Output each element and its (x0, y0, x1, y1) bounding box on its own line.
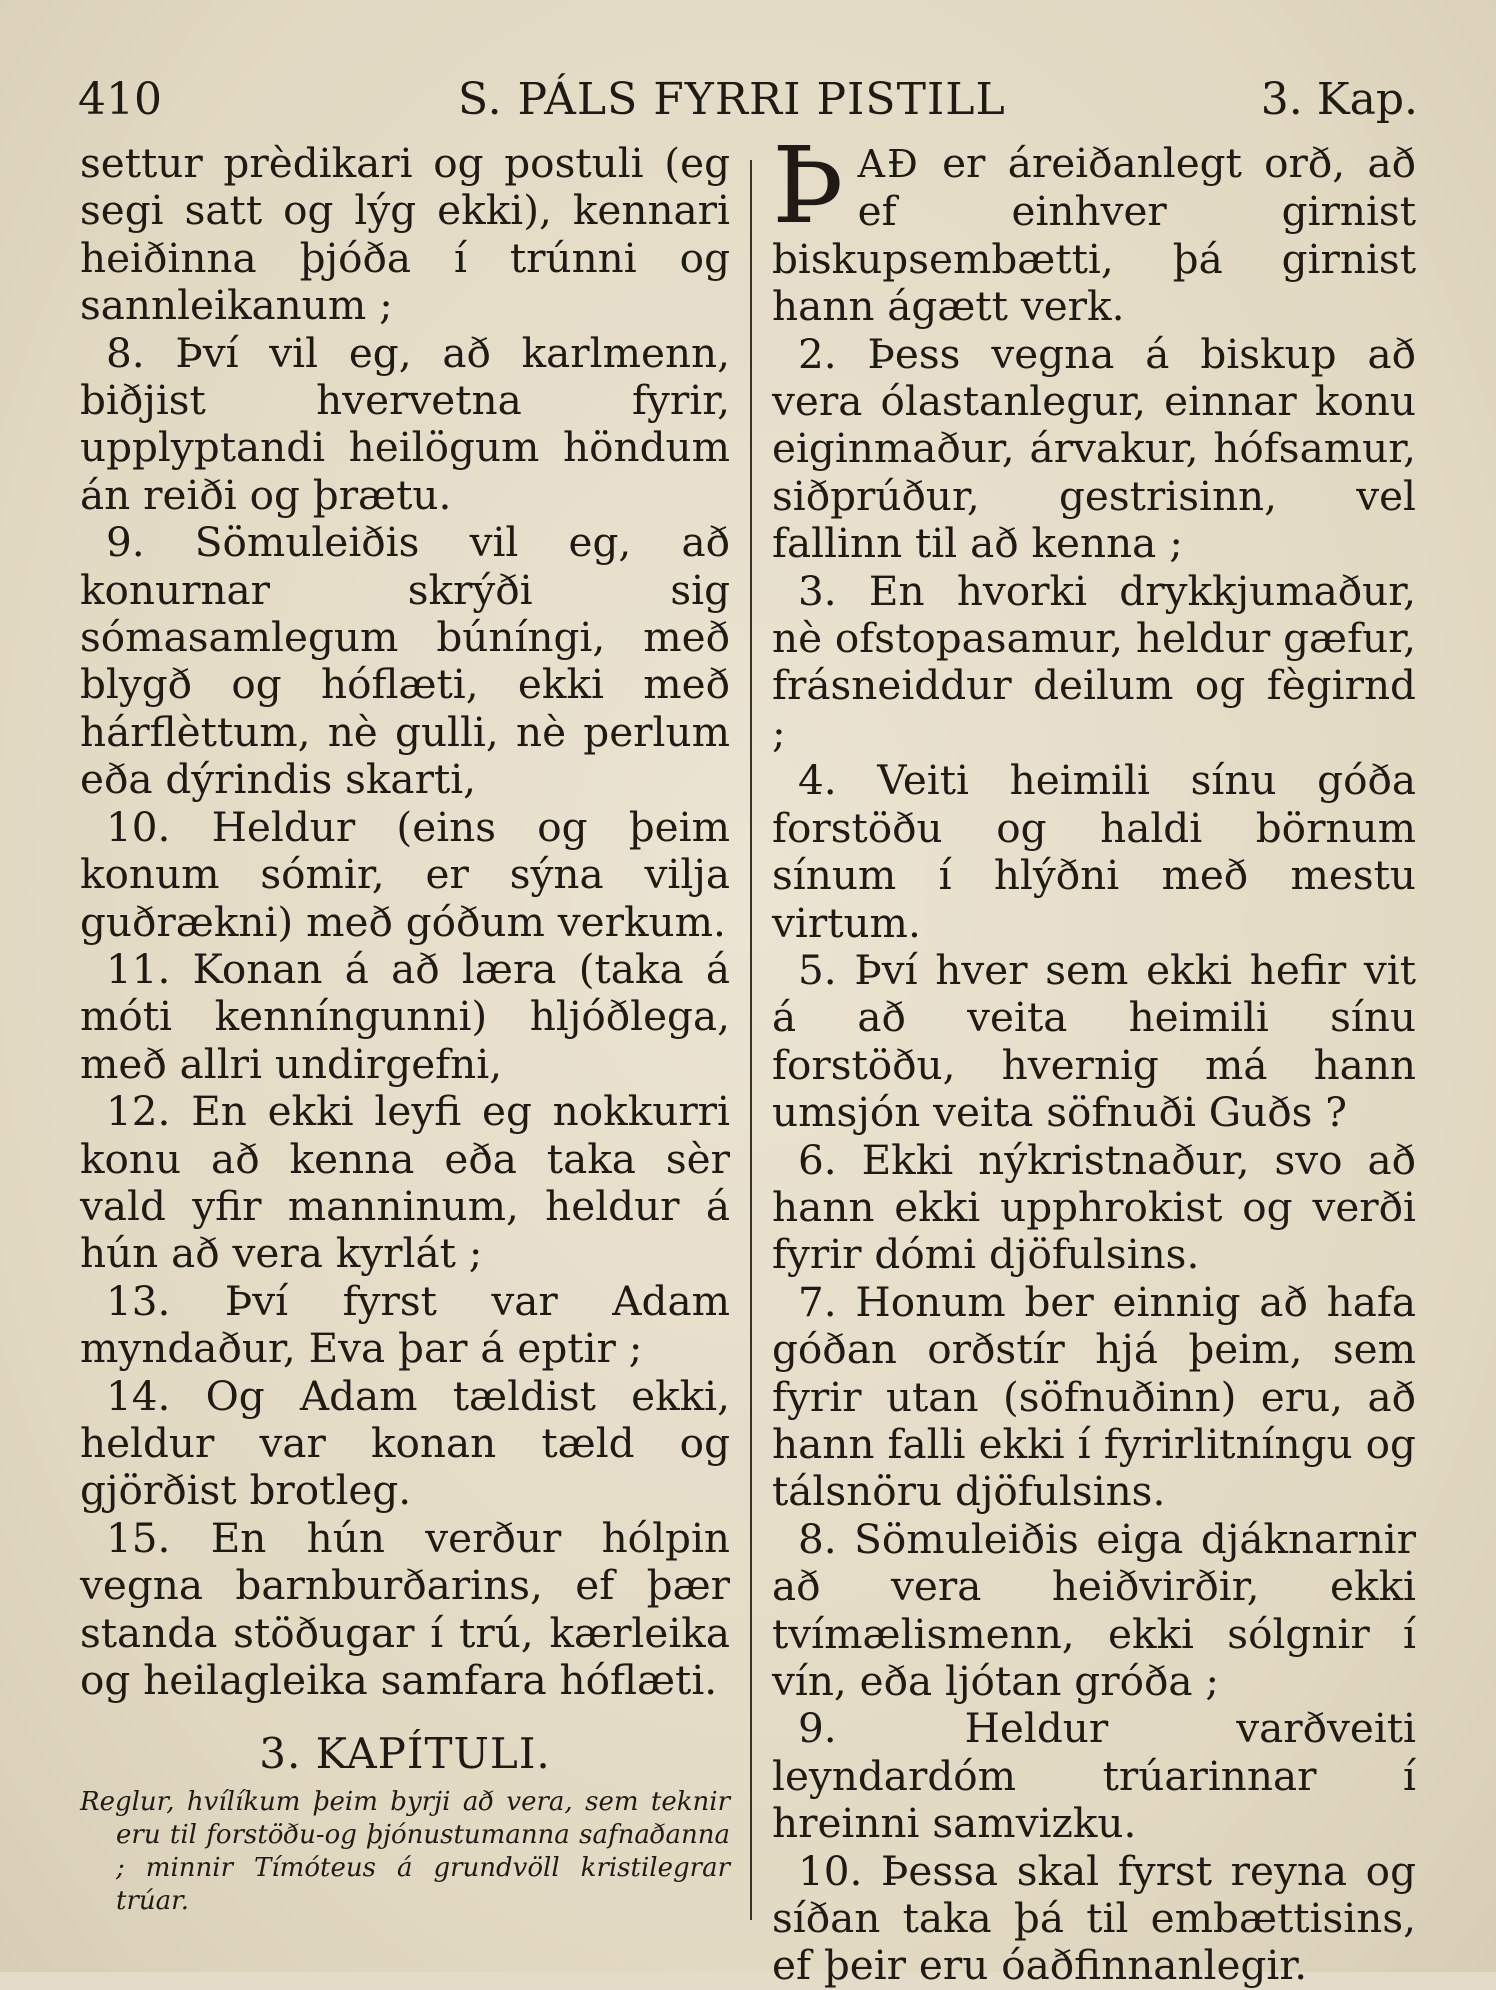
verse-9-right: 9. Heldur varðveiti leyndardóm trúarinnar í hreinni samvizku. (772, 1704, 1416, 1848)
verse-8: 8. Því vil eg, að karlmenn, biðjist hvervetna fyrir, upplyptandi heilögum höndum án reiði og þrætu. (80, 328, 730, 519)
left-column (80, 140, 730, 1918)
running-title: S. PÁLS FYRRI PISTILL (458, 74, 1006, 125)
verse-10: 10. Heldur (eins og þeim konum sómir, er sýna vilja guðrækni) með góðum verkum. (80, 802, 730, 946)
right-column (772, 124, 1416, 1990)
verse-6: 6. Ekki nýkristnaður, svo að hann ekki upphrokist og verði fyrir dómi djöfulsins. (772, 1135, 1416, 1279)
chapter-reference: 3. Kap. (1260, 74, 1418, 125)
verse-11: 11. Konan á að læra (taka á móti kenníngunni) hljóðlega, með allri undirgefni, (80, 944, 730, 1088)
verse-continuation: settur prèdikari og postuli (eg segi satt og lýg ekki), kennari heiðinna þjóða í trúnni og sannleikanum ; (80, 139, 730, 330)
opening-smallcaps: AÐ (857, 142, 920, 186)
verse-4: 4. Veiti heimili sínu góða forstöðu og haldi börnum sínum í hlýðni með mestu virtum. (772, 756, 1416, 947)
drop-cap: Þ (772, 124, 844, 247)
verse-1-text: er áreiðanlegt orð, að ef einhver girnist biskupsembætti, þá girnist hann ágætt verk. (772, 139, 1416, 331)
verse-15: 15. En hún verður hólpin vegna barnburðarins, ef þær standa stöðugar í trú, kærleika og heilagleika samfara hóflæti. (80, 1513, 730, 1704)
verse-3: 3. En hvorki drykkjumaður, nè ofstopasamur, heldur gæfur, frásneiddur deilum og fègirnd ; (772, 566, 1416, 757)
verse-14: 14. Og Adam tældist ekki, heldur var konan tæld og gjörðist brotleg. (80, 1371, 730, 1515)
verse-10-right: 10. Þessa skal fyrst reyna og síðan taka þá til embættisins, ef þeir eru óaðfinnanlegir. (772, 1846, 1416, 1990)
verse-1 (772, 124, 1416, 331)
running-header (78, 70, 1418, 130)
column-divider (750, 160, 752, 1920)
chapter-heading: 3. KAPÍTULI. (259, 1729, 551, 1779)
verse-7: 7. Honum ber einnig að hafa góðan orðstír hjá þeim, sem fyrir utan (söfnuðinn) eru, að hann falli ekki í fyrirlitníngu og tálsnöru djöfulsins. (772, 1277, 1416, 1516)
verse-8-right: 8. Sömuleiðis eiga djáknarnir að vera heiðvirðir, ekki tvímælismenn, ekki sólgnir í vín, eða ljótan gróða ; (772, 1514, 1416, 1705)
verse-13: 13. Því fyrst var Adam myndaður, Eva þar á eptir ; (80, 1276, 730, 1373)
verse-9: 9. Sömuleiðis vil eg, að konurnar skrýði sig sómasamlegum búníngi, með blygð og hóflæti, ekki með hárflèttum, nè gulli, nè perlum eða dýrindis skarti, (80, 518, 730, 804)
chapter-summary: Reglur, hvílíkum þeim byrji að vera, sem teknir eru til forstöðu-og þjónustumanna safnaðanna ; minnir Tímóteus á grundvöll kristilegrar trúar. (80, 1787, 730, 1917)
verse-12: 12. En ekki leyfi eg nokkurri konu að kenna eða taka sèr vald yfir manninum, heldur á hún að vera kyrlát ; (80, 1087, 730, 1278)
verse-5: 5. Því hver sem ekki hefir vit á að veita heimili sínu forstöðu, hvernig má hann umsjón veita söfnuði Guðs ? (772, 945, 1416, 1137)
verse-2: 2. Þess vegna á biskup að vera ólastanlegur, einnar konu eiginmaður, árvakur, hófsamur, siðprúður, gestrisinn, vel fallinn til að kenna ; (772, 329, 1416, 568)
page-number: 410 (78, 74, 162, 125)
